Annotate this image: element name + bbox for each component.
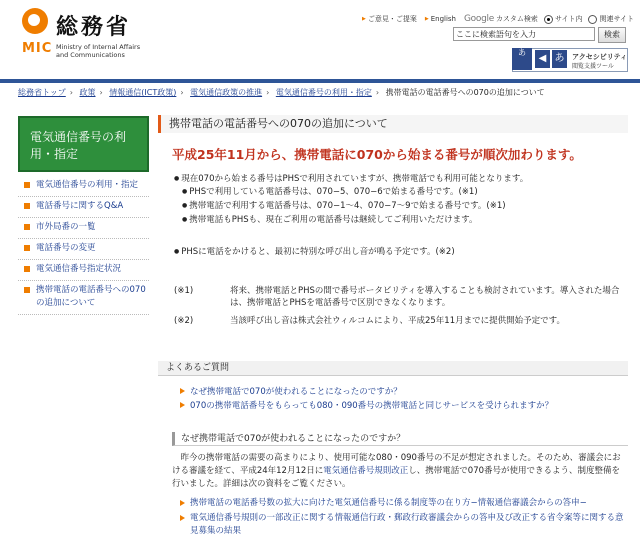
- breadcrumb-item[interactable]: 電気通信番号の利用・指定: [275, 88, 372, 97]
- speaker-icon[interactable]: ◀: [535, 50, 550, 68]
- headline: 平成25年11月から、携帯電話に070から始まる番号が順次加わります。: [172, 147, 582, 162]
- bullet-paragraph: ● 現在070から始まる番号はPHSで利用されていますが、携帯電話でも利用可能となります。: [174, 173, 528, 185]
- breadcrumb-item[interactable]: 政策: [79, 88, 96, 97]
- sidebar-item-label[interactable]: 電気通信番号指定状況: [36, 264, 122, 274]
- answer-part: し、携帯電話で070番号が使用できるよう、制度整備を行いました。詳細は次の資料をご覧ください。: [172, 466, 621, 489]
- radio-related-sites[interactable]: [588, 15, 597, 24]
- breadcrumb-separator: ›: [266, 88, 270, 97]
- breadcrumb-separator: ›: [69, 88, 73, 97]
- note-mark: (※1): [174, 286, 194, 296]
- search-input[interactable]: [453, 27, 595, 41]
- sidebar-item[interactable]: [18, 197, 149, 218]
- faq-header: よくあるご質問: [158, 361, 628, 376]
- breadcrumb-separator: ›: [99, 88, 103, 97]
- answer-text: [172, 452, 628, 491]
- sidebar-item[interactable]: [18, 218, 149, 239]
- breadcrumb-item[interactable]: 情報通信(ICT政策): [109, 88, 177, 97]
- accessibility-title: アクセシビリティ: [572, 53, 628, 61]
- faq-item[interactable]: [180, 399, 553, 413]
- sidebar-item-label[interactable]: 携帯電話の電話番号への070の追加について: [36, 285, 146, 308]
- accessibility-subtitle: 閲覧支援ツール: [572, 63, 614, 70]
- note-text: 当該呼び出し音は株式会社ウィルコムにより、平成25年11月までに提供開始予定です。: [230, 316, 565, 326]
- radio-site-internal[interactable]: [544, 15, 553, 24]
- faq-link[interactable]: 070の携帯電話番号をもらっても080・090番号の携帯電話と同じサービスを受けられますか？: [190, 401, 554, 411]
- bullet-paragraph: ● PHSに電話をかけると、最初に特別な呼び出し音が鳴る予定です。(※2): [174, 246, 455, 258]
- sidebar-item[interactable]: [18, 239, 149, 260]
- breadcrumb-current: 携帯電話の電話番号への070の追加について: [385, 88, 545, 97]
- answer-link-item[interactable]: [180, 512, 626, 538]
- faq-link[interactable]: なぜ携帯電話で070が使われることになったのですか？: [190, 387, 402, 397]
- logo-english-line1: Ministry of Internal Affairs: [56, 43, 141, 51]
- sidebar-item[interactable]: [18, 260, 149, 281]
- sub-list: [182, 185, 506, 227]
- sidebar-title: 電気通信番号の利用・指定: [18, 116, 149, 172]
- search-button[interactable]: 検索: [598, 27, 626, 43]
- logo-mark: [22, 8, 48, 34]
- header-rule: [0, 79, 640, 83]
- breadcrumb-item[interactable]: 電気通信政策の推進: [190, 88, 263, 97]
- document-link[interactable]: 携帯電話の電話番号数の拡大に向けた電気通信番号に係る制度等の在り方−情報通信審議会からの答申−: [190, 498, 587, 508]
- custom-search-label: カスタム検索: [495, 15, 538, 23]
- breadcrumb-item[interactable]: 総務省トップ: [18, 88, 66, 97]
- text-zoom-icon[interactable]: あ: [552, 50, 567, 68]
- document-link[interactable]: 電気通信番号規則の一部改正に関する情報通信行政・郵政行政審議会からの答申及び改正する省令案等に関する意見募集の結果: [190, 513, 624, 536]
- note-text: 将来、携帯電話とPHSの間で番号ポータビリティを導入することも検討されています。導入された場合は、携帯電話とPHSを電話番号で区別できなくなります。: [230, 286, 620, 308]
- answer-link[interactable]: 電気通信番号規則改正: [323, 466, 409, 476]
- breadcrumb-separator: ›: [180, 88, 184, 97]
- answer-links: [180, 497, 626, 540]
- radio-related-sites-label: 関連サイト: [599, 15, 634, 23]
- feedback-link[interactable]: ▶ ご意見・ご提案: [362, 14, 417, 24]
- english-link[interactable]: ▶ English: [425, 15, 456, 23]
- top-nav: [362, 14, 640, 24]
- answer-part: 昨今の携帯電話の需要の高まりにより、使用可能な080・090番号の不足が想定されました。そのため、審議会における審議を経て、平成24年12月12日に: [172, 453, 621, 476]
- breadcrumb-separator: ›: [375, 88, 380, 97]
- hiragana-icon: あ: [518, 48, 526, 57]
- breadcrumb: [18, 87, 545, 98]
- faq-list: [180, 385, 553, 413]
- note-mark: (※2): [174, 316, 194, 326]
- sidebar-item-label[interactable]: 市外局番の一覧: [36, 222, 96, 232]
- sidebar-nav: [18, 176, 149, 315]
- faq-item[interactable]: [180, 385, 553, 399]
- page-title: 携帯電話の電話番号への070の追加について: [158, 115, 628, 133]
- sub-list-item: ● 携帯電話で利用する電話番号は、070−1〜4、070−7〜9で始まる番号です。(※1): [182, 199, 506, 213]
- sub-list-item: ● 携帯電話もPHSも、現在ご利用の電話番号は継続してご利用いただけます。: [182, 213, 506, 227]
- answer-link-item[interactable]: [180, 497, 626, 510]
- sidebar-item-label[interactable]: 電話番号の変更: [36, 243, 96, 253]
- question-title: なぜ携帯電話で070が使われることになったのですか？: [172, 432, 628, 446]
- logo-name[interactable]: 総務省: [56, 15, 132, 40]
- logo-mic: MIC: [22, 41, 53, 56]
- google-logo: Google: [464, 14, 494, 24]
- logo-english-line2: and Communications: [56, 51, 125, 59]
- sidebar-item-label[interactable]: 電気通信番号の利用・指定: [36, 180, 139, 190]
- radio-site-internal-label: サイト内: [554, 15, 583, 23]
- hiragana-button[interactable]: [512, 48, 532, 70]
- sidebar-item[interactable]: [18, 176, 149, 197]
- sidebar-item-label[interactable]: 電話番号に関するQ&A: [36, 201, 124, 211]
- sidebar-item[interactable]: [18, 281, 149, 315]
- sub-list-item: ● PHSで利用している電話番号は、070−5、070−6で始まる番号です。(※1): [182, 185, 506, 199]
